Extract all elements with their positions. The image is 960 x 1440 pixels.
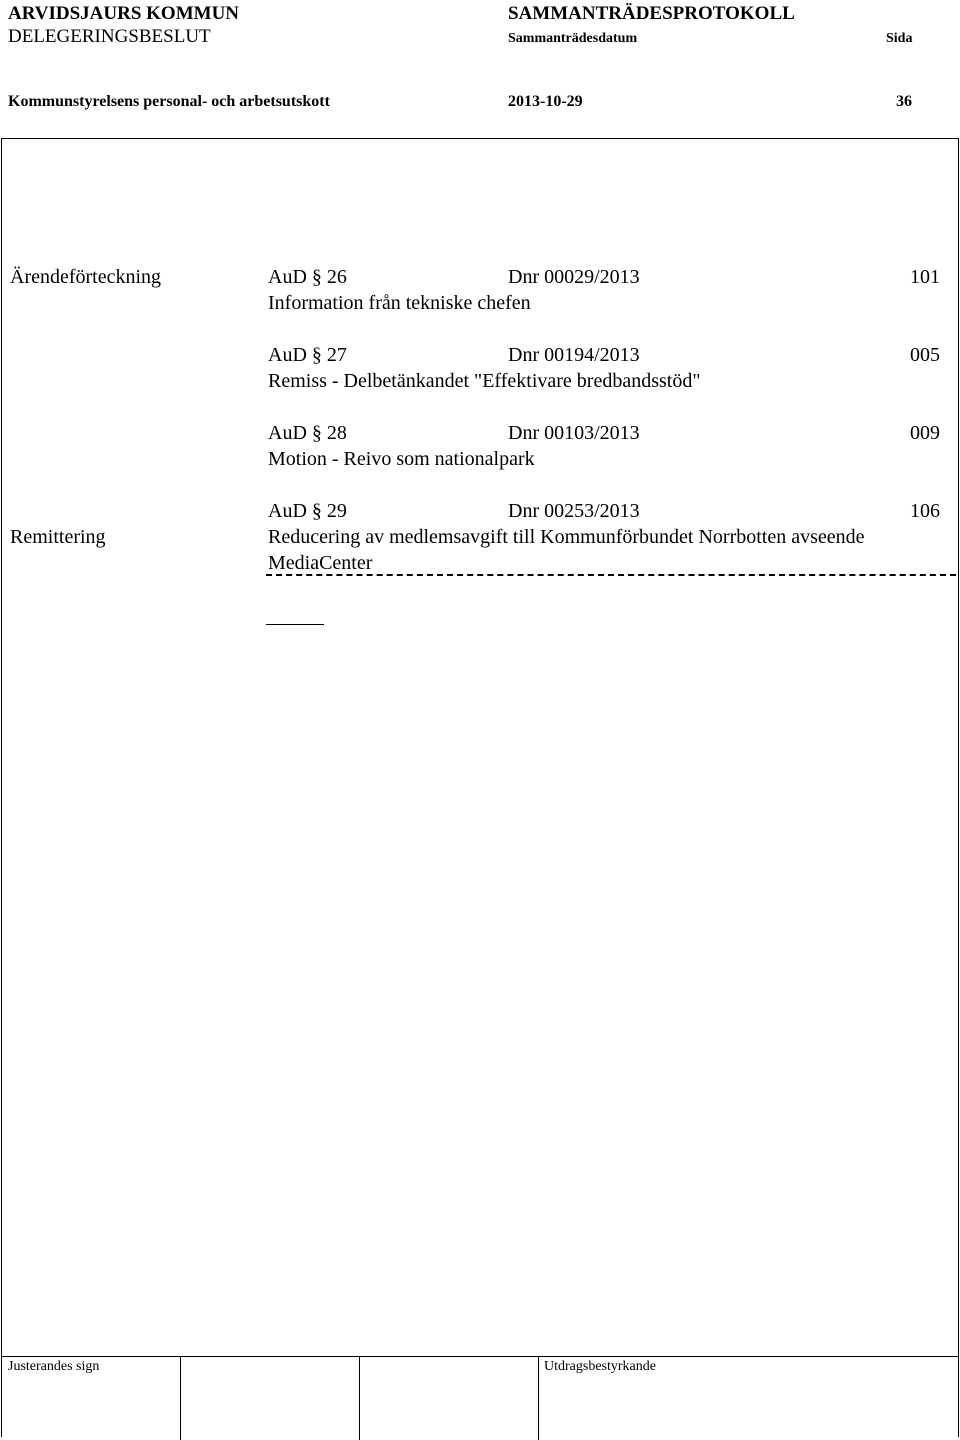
- item-code: 106: [910, 500, 940, 522]
- item-dnr: Dnr 00103/2013: [508, 422, 640, 444]
- footer-divider: [359, 1356, 360, 1440]
- protocol-title: SAMMANTRÄDESPROTOKOLL: [508, 3, 795, 24]
- item-title-continued: MediaCenter: [268, 552, 373, 574]
- item-code: 101: [910, 266, 940, 288]
- page-label: Sida: [886, 31, 913, 46]
- item-code: 005: [910, 344, 940, 366]
- doc-type: DELEGERINGSBESLUT: [8, 26, 211, 47]
- page-number: 36: [896, 93, 912, 110]
- dashed-divider: [266, 574, 956, 576]
- meeting-date: 2013-10-29: [508, 93, 583, 110]
- item-ref: AuD § 26: [268, 266, 347, 288]
- item-dnr: Dnr 00029/2013: [508, 266, 640, 288]
- section-label: Ärendeförteckning: [10, 266, 162, 288]
- extract-label: Utdragsbestyrkande: [544, 1359, 656, 1374]
- item-dnr: Dnr 00194/2013: [508, 344, 640, 366]
- org-name: ARVIDSJAURS KOMMUN: [8, 3, 240, 24]
- item-ref: AuD § 27: [268, 344, 347, 366]
- remit-label: Remittering: [10, 526, 106, 548]
- signature-footer: [1, 1356, 959, 1437]
- content-frame: [1, 138, 959, 1437]
- end-mark-line: [266, 624, 324, 625]
- item-title: Remiss - Delbetänkandet "Effektivare bredbandsstöd": [268, 370, 701, 392]
- footer-divider: [180, 1356, 181, 1440]
- item-code: 009: [910, 422, 940, 444]
- item-title: Motion - Reivo som nationalpark: [268, 448, 535, 470]
- item-title: Information från tekniske chefen: [268, 292, 531, 314]
- item-dnr: Dnr 00253/2013: [508, 500, 640, 522]
- item-title: Reducering av medlemsavgift till Kommunförbundet Norrbotten avseende: [268, 526, 865, 548]
- committee-name: Kommunstyrelsens personal- och arbetsutskott: [8, 93, 330, 110]
- date-label: Sammanträdesdatum: [508, 31, 638, 46]
- sign-label: Justerandes sign: [8, 1359, 100, 1374]
- footer-divider: [538, 1356, 539, 1440]
- item-ref: AuD § 28: [268, 422, 347, 444]
- item-ref: AuD § 29: [268, 500, 347, 522]
